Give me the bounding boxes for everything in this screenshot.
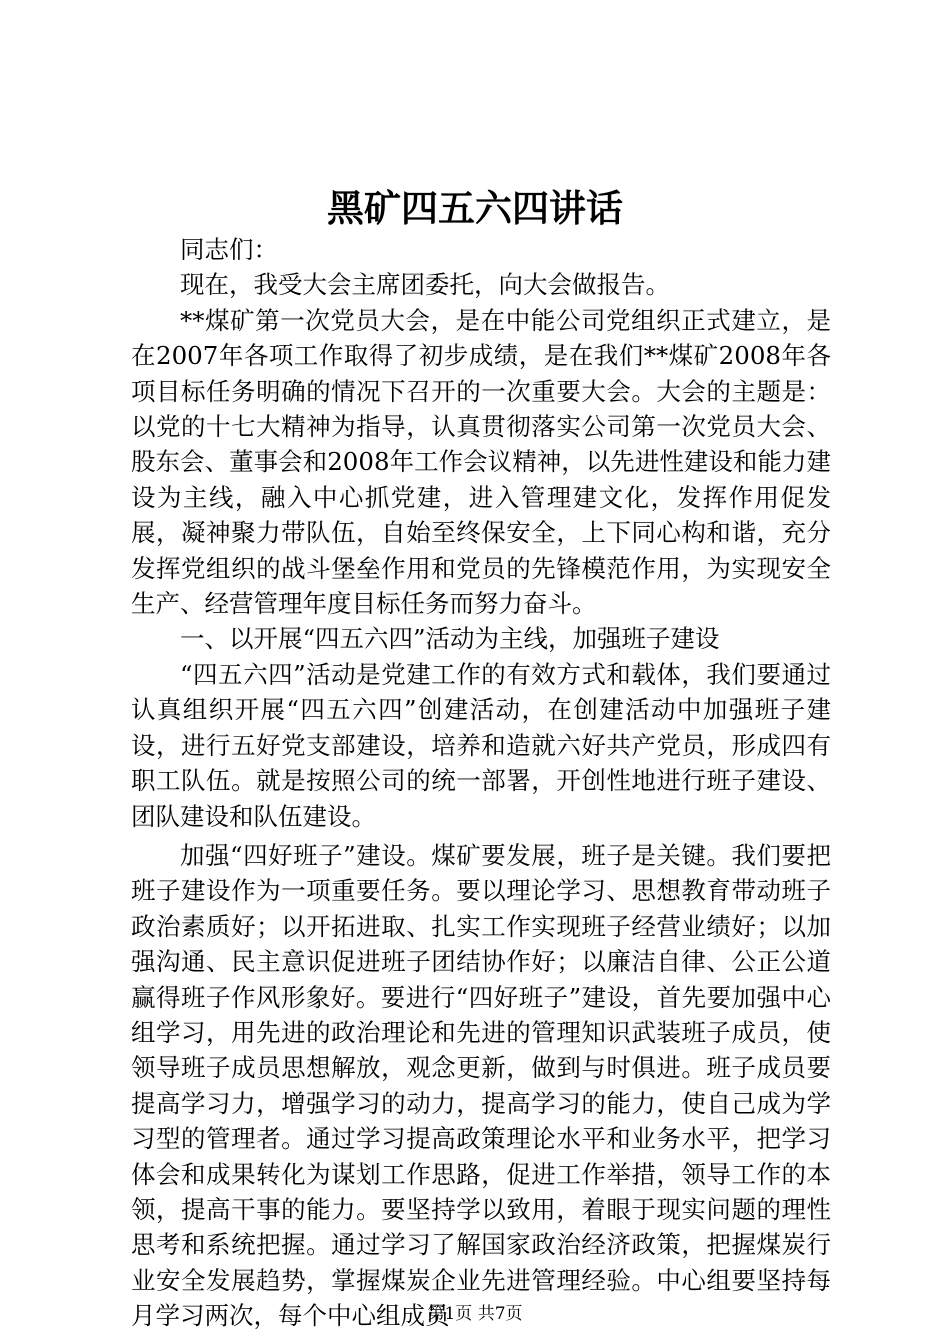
theme-paragraph: **煤矿第一次党员大会，是在中能公司党组织正式建立，是在2007年各项工作取得了初步成绩，是在我们**煤矿2008年各项目标任务明确的情况下召开的一次重要大会。大会的主题是：以党的十七大精神为指导，认真贯彻落实公司第一次党员大会、股东会、董事会和2008年工作会议精神，以先进性建设和能力建设为主线，融入中心抓党建，进入管理建文化，发挥作用促发展，凝神聚力带队伍，自始至终保安全，上下同心构和谐，充分发挥党组织的战斗堡垒作用和党员的先锋模范作用，为实现安全生产、经营管理年度目标任务而努力奋斗。 (131, 305, 831, 619)
four-good-team-paragraph: 加强“四好班子”建设。煤矿要发展，班子是关键。我们要把班子建设作为一项重要任务。要以理论学习、思想教育带动班子政治素质好；以开拓进取、扎实工作实现班子经营业绩好；以加强沟通、民主意识促进班子团结协作好；以廉洁自律、公正公道赢得班子作风形象好。要进行“四好班子”建设，首先要加强中心组学习，用先进的政治理论和先进的管理知识武装班子成员，使领导班子成员思想解放，观念更新，做到与时俱进。班子成员要提高学习力，增强学习的动力，提高学习的能力，使自己成为学习型的管理者。通过学习提高政策理论水平和业务水平，把学习体会和成果转化为谋划工作思路，促进工作举措，领导工作的本领，提高干事的能力。要坚持学以致用，着眼于现实问题的理性思考和系统把握。通过学习了解国家政治经济政策，把握煤炭行业安全发展趋势，掌握煤炭企业先进管理经验。中心组要坚持每月学习两次，每个中心组成员 (131, 840, 831, 1331)
document-body (131, 232, 831, 1334)
salutation-paragraph: 同志们： (180, 235, 278, 264)
activity-paragraph: “四五六四”活动是党建工作的有效方式和载体，我们要通过认真组织开展“四五六四”创建活动，在创建活动中加强班子建设，进行五好党支部建设，培养和造就六好共产党员，形成四有职工队伍。就是按照公司的统一部署，开创性地进行班子建设、团队建设和队伍建设。 (131, 659, 831, 831)
document-title: 黑矿四五六四讲话 (327, 186, 623, 230)
opening-paragraph: 现在，我受大会主席团委托，向大会做报告。 (180, 270, 670, 300)
page-number-footer: 第1页 共7页 (427, 1304, 523, 1324)
section-heading-1: 一、以开展“四五六四”活动为主线，加强班子建设 (180, 624, 720, 654)
